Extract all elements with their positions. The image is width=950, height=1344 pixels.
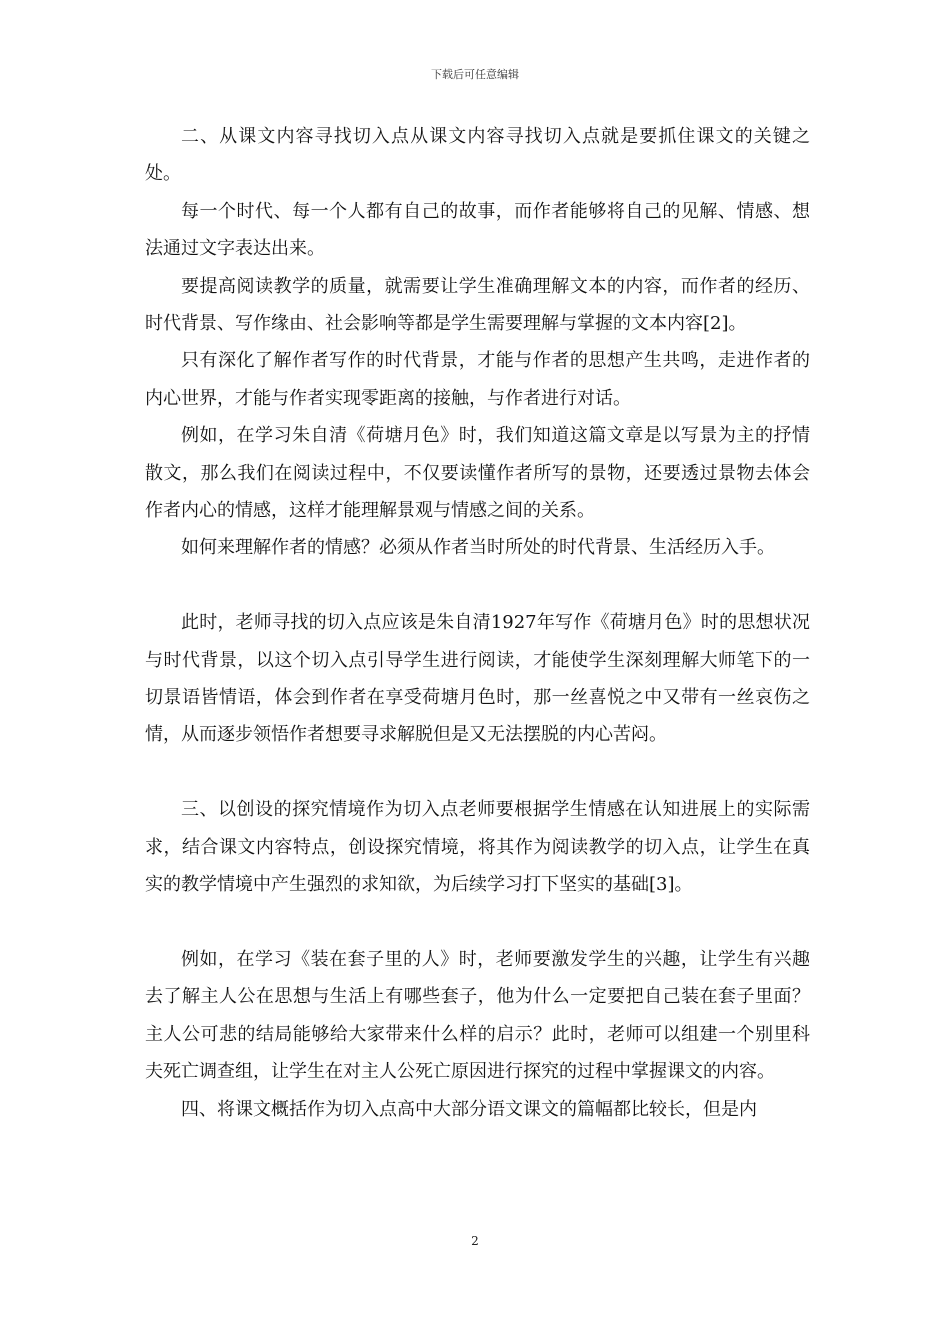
page-header: 下载后可任意编辑 bbox=[431, 68, 519, 81]
paragraph: 二、从课文内容寻找切入点从课文内容寻找切入点就是要抓住课文的关键之处。 bbox=[145, 126, 810, 185]
paragraph: 三、以创设的探究情境作为切入点老师要根据学生情感在认知进展上的实际需求，结合课文内容特点，创设探究情境，将其作为阅读教学的切入点，让学生在真实的教学情境中产生强烈的求知欲，为后续学习打下坚实的基础[3]。 bbox=[145, 799, 810, 896]
document-body bbox=[145, 118, 810, 1128]
paragraph-gap bbox=[145, 567, 810, 604]
paragraph-gap bbox=[145, 904, 810, 941]
paragraph: 例如，在学习朱自清《荷塘月色》时，我们知道这篇文章是以写景为主的抒情散文，那么我们在阅读过程中，不仅要读懂作者所写的景物，还要透过景物去体会作者内心的情感，这样才能理解景观与情感之间的关系。 bbox=[145, 425, 810, 522]
paragraph: 要提高阅读教学的质量，就需要让学生准确理解文本的内容，而作者的经历、时代背景、写作缘由、社会影响等都是学生需要理解与掌握的文本内容[2]。 bbox=[145, 275, 810, 335]
page-number: 2 bbox=[471, 1234, 479, 1248]
paragraph: 只有深化了解作者写作的时代背景，才能与作者的思想产生共鸣，走进作者的内心世界，才能与作者实现零距离的接触，与作者进行对话。 bbox=[145, 350, 810, 409]
paragraph: 如何来理解作者的情感？必须从作者当时所处的时代背景、生活经历入手。 bbox=[181, 537, 775, 559]
paragraph-gap bbox=[145, 754, 810, 791]
paragraph: 每一个时代、每一个人都有自己的故事，而作者能够将自己的见解、情感、想法通过文字表达出来。 bbox=[145, 200, 810, 260]
paragraph: 此时，老师寻找的切入点应该是朱自清1927年写作《荷塘月色》时的思想状况与时代背景，以这个切入点引导学生进行阅读，才能使学生深刻理解大师笔下的一切景语皆情语，体会到作者在享受荷塘月色时，那一丝喜悦之中又带有一丝哀伤之情，从而逐步领悟作者想要寻求解脱但是又无法摆脱的内心苦闷。 bbox=[145, 612, 810, 746]
paragraph: 四、将课文概括作为切入点高中大部分语文课文的篇幅都比较长，但是内 bbox=[181, 1098, 757, 1120]
paragraph: 例如，在学习《装在套子里的人》时，老师要激发学生的兴趣，让学生有兴趣去了解主人公在思想与生活上有哪些套子，他为什么一定要把自己装在套子里面？主人公可悲的结局能够给大家带来什么样的启示？此时，老师可以组建一个别里科夫死亡调查组，让学生在对主人公死亡原因进行探究的过程中掌握课文的内容。 bbox=[145, 948, 810, 1083]
